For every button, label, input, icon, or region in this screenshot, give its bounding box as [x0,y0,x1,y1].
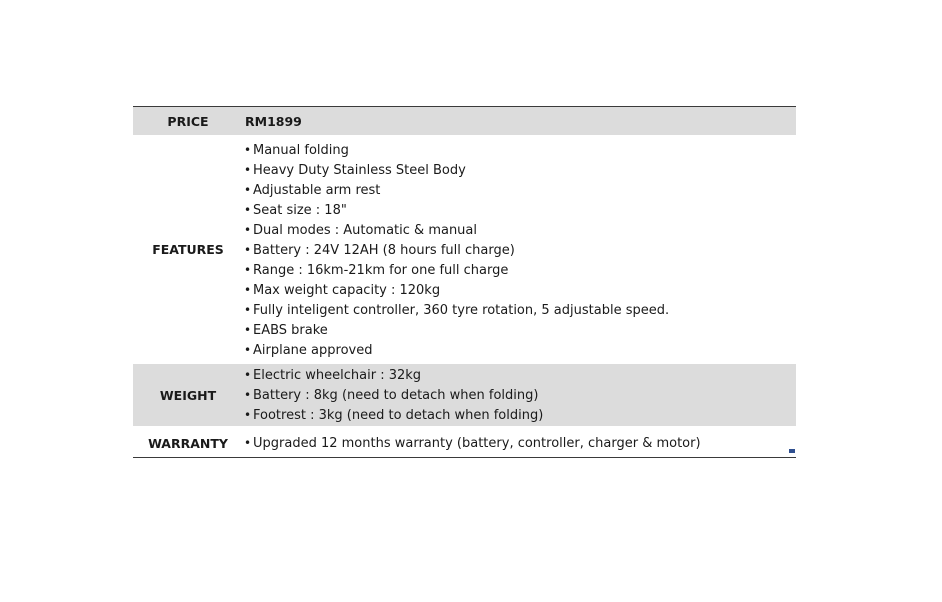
weight-item: • Battery : 8kg (need to detach when folding) [244,385,796,405]
spec-table [133,106,796,458]
warranty-list [244,433,796,453]
feature-item: • Fully inteligent controller, 360 tyre rotation, 5 adjustable speed. [244,300,796,320]
feature-item: • Range : 16km-21km for one full charge [244,260,796,280]
price-row [133,107,796,135]
weight-item: • Footrest : 3kg (need to detach when folding) [244,405,796,425]
warranty-item: • Upgraded 12 months warranty (battery, controller, charger & motor) [244,433,796,453]
feature-item: • Heavy Duty Stainless Steel Body [244,160,796,180]
feature-item: • Manual folding [244,140,796,160]
weight-row [133,364,796,426]
feature-item: • Dual modes : Automatic & manual [244,220,796,240]
weight-list-cell [243,365,796,425]
weight-list [244,365,796,425]
table-resize-handle[interactable] [789,449,795,453]
feature-item: • Adjustable arm rest [244,180,796,200]
price-value: RM1899 [245,113,302,129]
warranty-row [133,429,796,457]
weight-label: WEIGHT [159,387,217,403]
feature-item: • Airplane approved [244,340,796,360]
features-list [244,140,796,360]
features-row [133,135,796,364]
feature-item: • EABS brake [244,320,796,340]
warranty-label: WARRANTY [148,435,228,451]
price-label: PRICE [167,113,209,129]
features-list-cell [243,140,796,360]
feature-item: • Seat size : 18" [244,200,796,220]
weight-item: • Electric wheelchair : 32kg [244,365,796,385]
feature-item: • Max weight capacity : 120kg [244,280,796,300]
features-label: FEATURES [152,242,224,257]
feature-item: • Battery : 24V 12AH (8 hours full charge) [244,240,796,260]
warranty-list-cell [243,433,796,453]
